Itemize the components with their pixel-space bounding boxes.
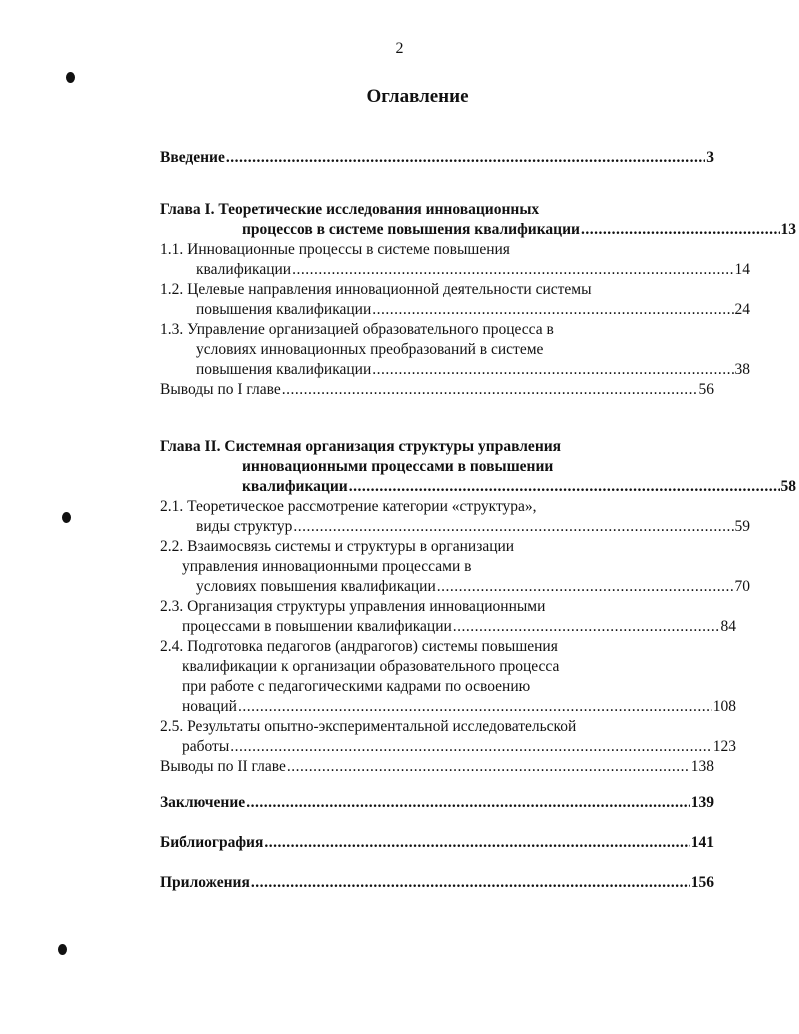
dot-leader	[581, 220, 780, 240]
toc-section-2-1-title[interactable]: 2.1. Теоретическое рассмотрение категории «структура»,	[160, 498, 537, 515]
toc-entry-section-2-3[interactable]: процессами в повышении квалификации ..... 84	[160, 617, 736, 637]
toc-entry-section-1-3[interactable]: повышения квалификации ..... 38	[160, 360, 750, 380]
dot-leader	[293, 517, 733, 537]
page-title: Оглавление	[366, 86, 469, 107]
dot-leader	[453, 617, 720, 637]
dot-leader	[238, 697, 712, 717]
dot-leader	[372, 360, 733, 380]
dot-leader	[230, 737, 712, 757]
dot-leader	[246, 793, 690, 813]
toc-entry-section-1-1[interactable]: квалификации ..... 14	[160, 260, 750, 280]
toc-entry-bibliography[interactable]: Библиография ..... 141	[160, 833, 714, 853]
dot-leader	[282, 380, 698, 400]
toc-chapter-2-line2: инновационными процессами в повышении	[242, 458, 554, 475]
dot-leader	[264, 833, 689, 853]
toc-section-1-2-title[interactable]: 1.2. Целевые направления инновационной деятельности системы	[160, 281, 592, 298]
bullet-mark-icon	[66, 72, 75, 83]
toc-entry-intro[interactable]: Введение ..... 3	[160, 148, 714, 168]
toc-section-2-2-title[interactable]: 2.2. Взаимосвязь системы и структуры в организации	[160, 538, 515, 555]
toc-entry-chapter-1[interactable]: процессов в системе повышения квалификации ..... 13	[160, 220, 796, 240]
toc-section-1-1-title[interactable]: 1.1. Инновационные процессы в системе повышения	[160, 241, 510, 258]
dot-leader	[251, 873, 690, 893]
toc-entry-section-2-2[interactable]: условиях повышения квалификации ..... 70	[160, 577, 750, 597]
toc-entry-section-2-4[interactable]: новаций ..... 108	[160, 697, 736, 717]
bullet-mark-icon	[62, 512, 71, 523]
dot-leader	[349, 477, 780, 497]
dot-leader	[372, 300, 733, 320]
toc-entry-section-2-1[interactable]: виды структур ..... 59	[160, 517, 750, 537]
toc-section-2-5-title[interactable]: 2.5. Результаты опытно-экспериментальной исследовательской	[160, 718, 577, 735]
toc-section-1-3-line2: условиях инновационных преобразований в системе	[196, 341, 544, 358]
toc-section-2-4-line3: при работе с педагогическими кадрами по освоению	[182, 678, 531, 695]
dot-leader	[287, 757, 690, 777]
toc-entry-section-2-5[interactable]: работы ..... 123	[160, 737, 736, 757]
toc-entry-chapter-1-conclusions[interactable]: Выводы по I главе ..... 56	[160, 380, 714, 400]
toc-entry-section-1-2[interactable]: повышения квалификации ..... 24	[160, 300, 750, 320]
toc-entry-conclusion[interactable]: Заключение ..... 139	[160, 793, 714, 813]
dot-leader	[292, 260, 733, 280]
toc-chapter-2-title[interactable]: Глава II. Системная организация структуры управления	[160, 438, 562, 455]
dot-leader	[226, 148, 705, 168]
toc-entry-chapter-2[interactable]: квалификации ..... 58	[160, 477, 796, 497]
toc-entry-chapter-2-conclusions[interactable]: Выводы по II главе ..... 138	[160, 757, 714, 777]
toc-section-2-4-line2: квалификации к организации образовательного процесса	[182, 658, 560, 675]
dot-leader	[437, 577, 734, 597]
bullet-mark-icon	[58, 944, 67, 955]
page-number: 2	[395, 40, 404, 57]
toc-section-2-3-title[interactable]: 2.3. Организация структуры управления инновационными	[160, 598, 546, 615]
toc-chapter-1-title[interactable]: Глава I. Теоретические исследования инновационных	[160, 201, 540, 218]
toc-section-2-4-title[interactable]: 2.4. Подготовка педагогов (андрагогов) системы повышения	[160, 638, 558, 655]
toc-section-1-3-title[interactable]: 1.3. Управление организацией образовательного процесса в	[160, 321, 554, 338]
toc-entry-appendices[interactable]: Приложения ..... 156	[160, 873, 714, 893]
toc-section-2-2-line2: управления инновационными процессами в	[182, 558, 472, 575]
